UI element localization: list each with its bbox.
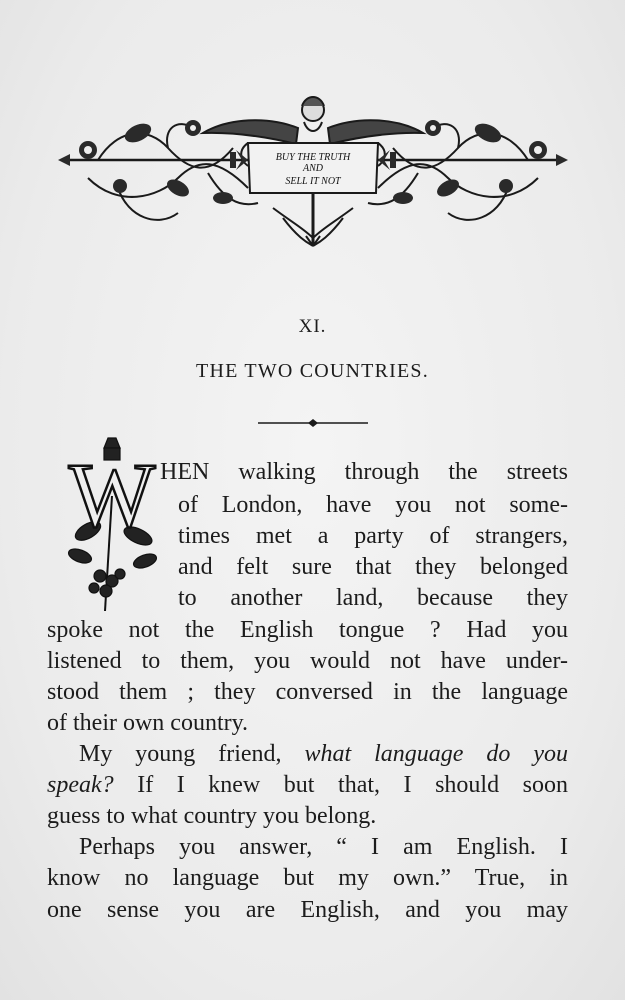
text-line: know no language but my own.” True, in xyxy=(47,865,568,891)
text-line: times met a party of strangers, xyxy=(178,523,568,549)
chapter-title: THE TWO COUNTRIES. xyxy=(196,360,429,382)
text-line: spoke not the English tongue ? Had you xyxy=(47,617,568,643)
text-italic: what language do you xyxy=(304,741,568,767)
text-line: stood them ; they conversed in the language xyxy=(47,679,568,705)
text-line: of their own country. xyxy=(47,710,249,736)
text-line: guess to what country you belong. xyxy=(47,803,377,829)
text-italic: speak? xyxy=(47,772,114,798)
drop-cap-letter: W xyxy=(68,444,156,546)
text-line: to another land, because they xyxy=(178,585,568,611)
text-line: one sense you are English, and you may xyxy=(47,897,568,923)
text-plain: My young friend, xyxy=(79,741,305,767)
headpiece-engraving xyxy=(58,88,568,256)
chapter-number: XI. xyxy=(298,316,327,337)
motto-line-3: SELL IT NOT xyxy=(285,176,341,187)
text-line: and felt sure that they belonged xyxy=(178,554,568,580)
text-line xyxy=(47,773,568,797)
motto-line-1: BUY THE TRUTH xyxy=(275,152,351,163)
text-line: Perhaps you answer, “ I am English. I xyxy=(79,834,568,860)
drop-cap-ornament xyxy=(60,436,164,614)
title-divider-rule xyxy=(258,418,368,428)
text-plain: If I knew but that, I should soon xyxy=(113,772,568,798)
motto-line-2: AND xyxy=(303,163,323,174)
text-line: of London, have you not some- xyxy=(178,492,568,518)
text-line: HEN walking through the streets xyxy=(160,459,568,485)
text-line xyxy=(79,742,568,766)
text-line: listened to them, you would not have under- xyxy=(47,648,568,674)
